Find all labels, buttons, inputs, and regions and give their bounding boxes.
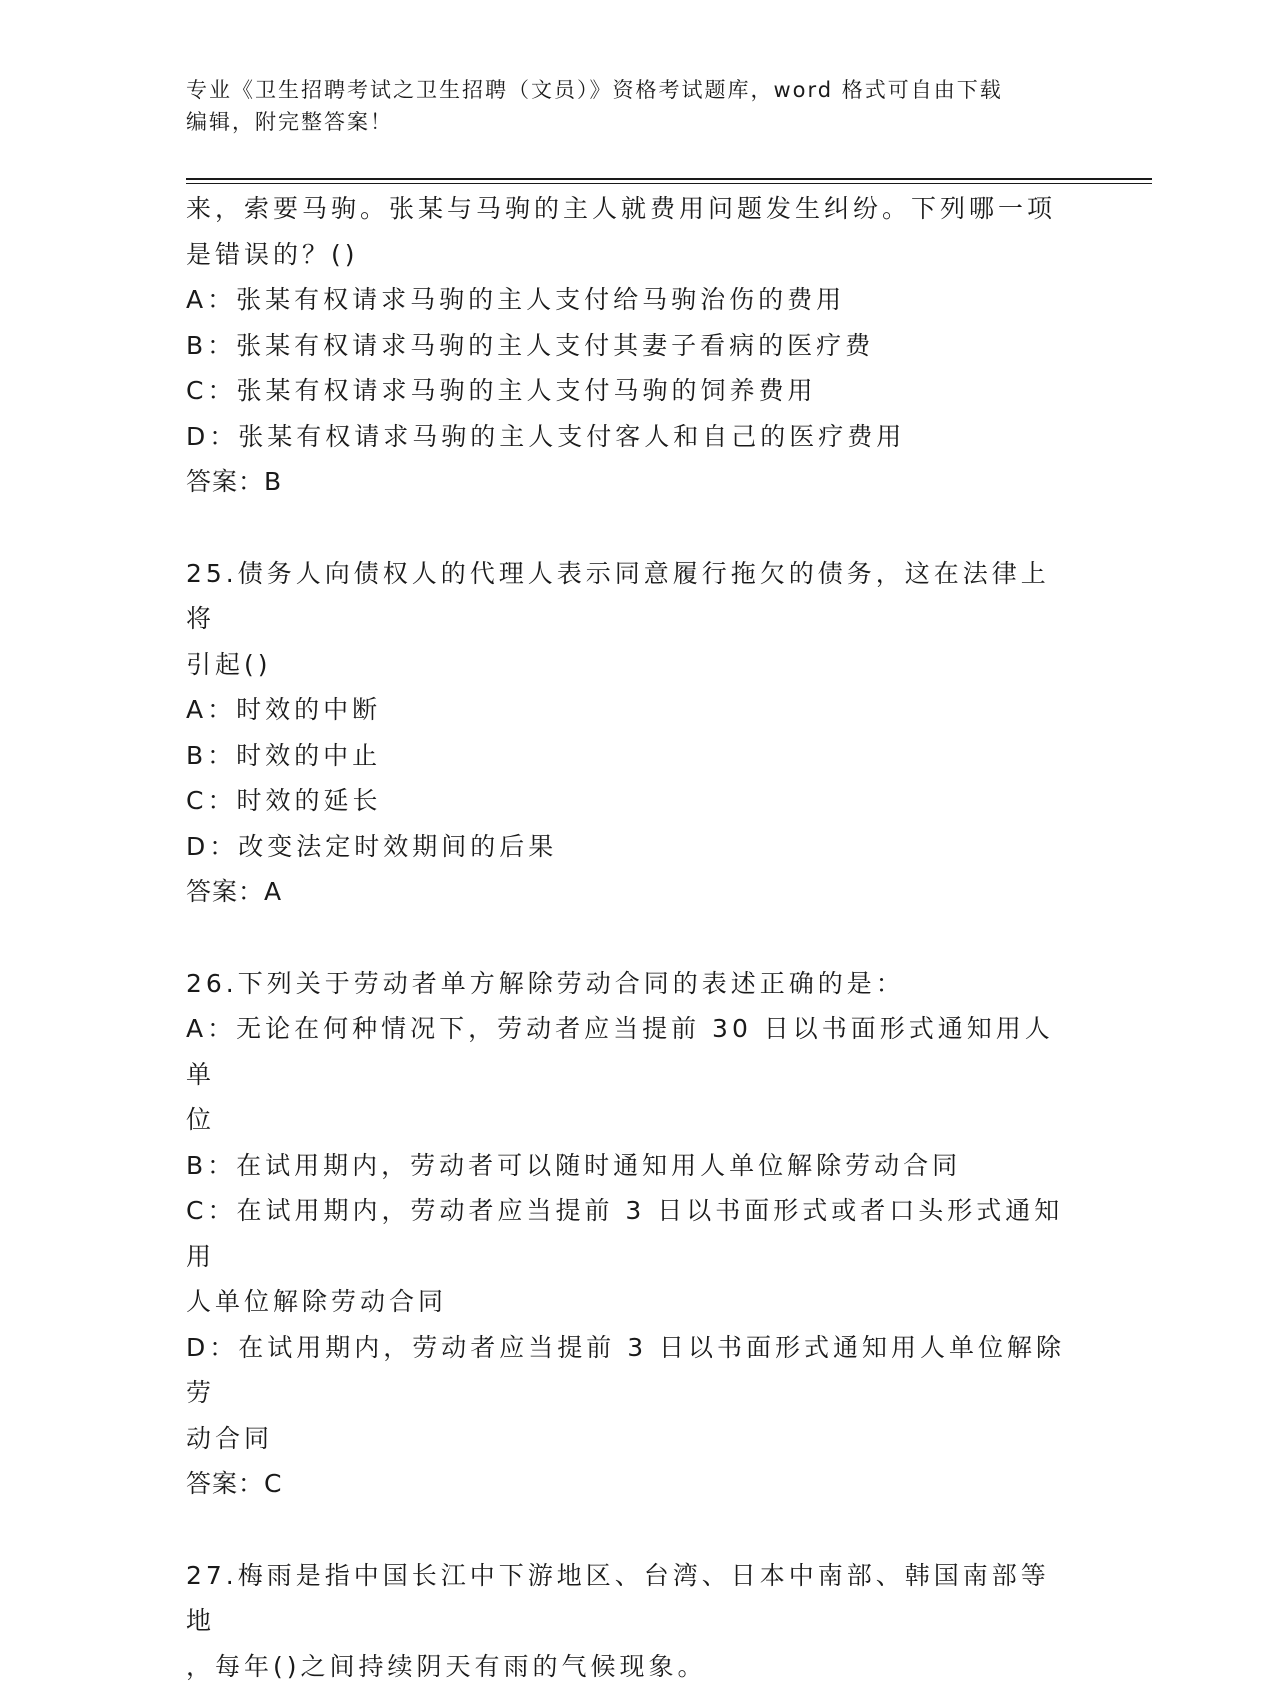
- question-stem: ，每年()之间持续阴天有雨的气候现象。: [186, 1644, 1066, 1689]
- header-line-1: 专业《卫生招聘考试之卫生招聘（文员）》资格考试题库，word 格式可自由下载: [186, 74, 1066, 106]
- question-stem: 25.债务人向债权人的代理人表示同意履行拖欠的债务，这在法律上将: [186, 551, 1066, 642]
- answer-line: 答案：C: [186, 1461, 1066, 1507]
- question-stem: 是错误的？(): [186, 232, 1066, 278]
- question-stem: 27.梅雨是指中国长江中下游地区、台湾、日本中南部、韩国南部等地: [186, 1553, 1066, 1644]
- option-d: D：改变法定时效期间的后果: [186, 824, 1066, 870]
- option-a: A：张某有权请求马驹的主人支付给马驹治伤的费用: [186, 277, 1066, 323]
- question-26: [186, 961, 1066, 1507]
- option-c: C：在试用期内，劳动者应当提前 3 日以书面形式或者口头形式通知用: [186, 1188, 1066, 1279]
- question-24: [186, 186, 1066, 505]
- question-list: [186, 186, 1066, 1689]
- option-b: B：在试用期内，劳动者可以随时通知用人单位解除劳动合同: [186, 1143, 1066, 1189]
- question-stem: 26.下列关于劳动者单方解除劳动合同的表述正确的是：: [186, 961, 1066, 1007]
- question-spacer: [186, 505, 1066, 551]
- page-header: [186, 74, 1066, 138]
- option-d: 动合同: [186, 1416, 1066, 1462]
- option-c: 人单位解除劳动合同: [186, 1279, 1066, 1325]
- answer-line: 答案：A: [186, 869, 1066, 915]
- option-a: 位: [186, 1097, 1066, 1143]
- question-stem: 来，索要马驹。张某与马驹的主人就费用问题发生纠纷。下列哪一项: [186, 186, 1066, 232]
- question-25: [186, 551, 1066, 915]
- question-spacer: [186, 915, 1066, 961]
- option-c: C：张某有权请求马驹的主人支付马驹的饲养费用: [186, 368, 1066, 414]
- option-c: C：时效的延长: [186, 778, 1066, 824]
- option-b: B：时效的中止: [186, 733, 1066, 779]
- option-d: D：张某有权请求马驹的主人支付客人和自己的医疗费用: [186, 414, 1066, 460]
- question-stem: 引起(): [186, 642, 1066, 688]
- option-a: A：时效的中断: [186, 687, 1066, 733]
- header-line-2: 编辑，附完整答案！: [186, 106, 1066, 138]
- header-divider: [186, 178, 1152, 184]
- question-spacer: [186, 1507, 1066, 1553]
- question-27: [186, 1553, 1066, 1689]
- option-d: D：在试用期内，劳动者应当提前 3 日以书面形式通知用人单位解除劳: [186, 1325, 1066, 1416]
- answer-line: 答案：B: [186, 459, 1066, 505]
- option-b: B：张某有权请求马驹的主人支付其妻子看病的医疗费: [186, 323, 1066, 369]
- option-a: A：无论在何种情况下，劳动者应当提前 30 日以书面形式通知用人单: [186, 1006, 1066, 1097]
